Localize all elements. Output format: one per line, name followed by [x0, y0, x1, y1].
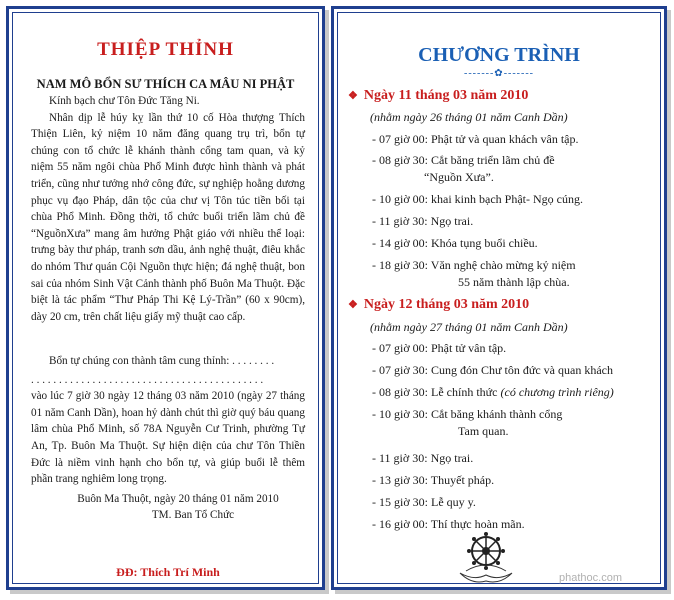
watermark: phathoc.com	[559, 572, 622, 584]
list-item-continuation: “Nguồn Xưa”.	[424, 170, 494, 184]
day-1-items	[372, 131, 662, 291]
list-item-note: (có chương trình riêng)	[500, 385, 614, 399]
list-item: - 08 giờ 30: Cắt băng triển lãm chủ đề	[372, 153, 555, 167]
list-item: - 07 giờ 00: Phật tử vân tập.	[372, 341, 507, 355]
list-item-continuation: 55 năm thành lập chùa.	[458, 275, 570, 289]
list-item: - 07 giờ 00: Phật tử và quan khách vân tập.	[372, 132, 579, 146]
invitation-title: THIỆP THỈNH	[97, 39, 234, 60]
list-item: - 18 giờ 30: Văn nghệ chào mừng kỷ niệm	[372, 258, 576, 272]
date-line: Buôn Ma Thuột, ngày 20 tháng 01 năm 2010	[77, 492, 279, 505]
list-item: - 15 giờ 30: Lễ quy y.	[372, 495, 476, 509]
greeting: Kính bạch chư Tôn Đức Tăng Ni.	[49, 95, 200, 107]
committee: TM. Ban Tổ Chức	[151, 509, 235, 522]
invitation-body	[31, 93, 305, 325]
diamond-bullet-icon: ❖	[348, 90, 358, 102]
day-1-lunar: (nhằm ngày 26 tháng 01 năm Canh Dần)	[370, 110, 568, 124]
list-item: - 07 giờ 30: Cung đón Chư tôn đức và quan khách	[372, 363, 613, 377]
list-item: - 14 giờ 00: Khóa tụng buổi chiều.	[372, 236, 538, 250]
list-item	[372, 384, 662, 401]
day-2-lunar: (nhằm ngày 27 tháng 01 năm Canh Dần)	[370, 320, 568, 334]
list-item: - 10 giờ 30: Cắt băng khánh thành cổng	[372, 407, 563, 421]
program-card	[331, 6, 667, 590]
dotted-line: . . . . . . . . . . . . . . . . . . . . . . . . . . . . . . . . . . . . . . . . . .	[31, 373, 264, 386]
invitation-card	[6, 6, 325, 590]
list-item: - 13 giờ 30: Thuyết pháp.	[372, 473, 495, 487]
list-item: - 11 giờ 30: Ngọ trai.	[372, 214, 474, 228]
list-item: - 16 giờ 00: Thí thực hoàn mãn.	[372, 517, 525, 531]
paragraph-2: Bổn tự chúng con thành tâm cung thỉnh: . . . . . . . .	[49, 355, 275, 367]
day-2-label: Ngày 12 tháng 03 năm 2010	[363, 297, 530, 312]
day-2-heading	[348, 297, 529, 313]
dharma-wheel-icon	[456, 529, 516, 585]
day-1-heading	[348, 88, 528, 104]
list-item-continuation: Tam quan.	[458, 424, 509, 438]
day-2-items	[372, 340, 662, 533]
invocation-heading: NAM MÔ BỔN SƯ THÍCH CA MÂU NI PHẬT	[36, 77, 295, 91]
list-item: - 10 giờ 00: khai kinh bạch Phật- Ngọ cúng.	[372, 192, 583, 206]
signer: ĐĐ: Thích Trí Minh	[116, 565, 220, 579]
diamond-bullet-icon: ❖	[348, 299, 358, 311]
invitation-body-2	[31, 353, 305, 524]
list-item: - 11 giờ 30: Ngọ trai.	[372, 451, 474, 465]
list-item-text: - 08 giờ 30: Lễ chính thức	[372, 385, 498, 399]
paragraph-3: vào lúc 7 giờ 30 ngày 12 tháng 03 năm 2010 (ngày 27 tháng 01 năm Canh Dần), hoan hỷ dành chút thì giờ quý báu quang lâm chùa Phổ Minh, số 78A Nguyễn Cư Trinh, phường Tự An, Tp. Buôn Ma Thuột. Sự hiện diện của chư Tôn Thiền Đức là niềm vinh hạnh cho bổn tự, và giúp buổi lễ thêm phần trang nghiêm long trọng.	[31, 390, 305, 486]
program-title: CHƯƠNG TRÌNH	[418, 44, 580, 66]
title-ornament: -------✿-------	[464, 68, 534, 79]
day-1-label: Ngày 11 tháng 03 năm 2010	[363, 88, 529, 103]
paragraph-1: Nhân dịp lễ húy kỵ lần thứ 10 cố Hòa thượng Thích Thiện Liên, kỷ niệm 10 năm đăng quang trụ trì, bổn tự chúng con tổ chức lễ khánh thành cổng tam quan, và kỷ niệm 55 năm ngôi chùa Phổ Minh được hình thành và phát triển, cũng như tưởng nhớ công đức, sự nghiệp hoằng dương phục vụ đạo Pháp, dân tộc của chư vị Tôn túc tiền bối tại chùa Phổ Minh. Đồng thời, tổ chức buổi triển lãm chủ đề “NguồnXưa” mang âm hưởng Phật giáo với nhiều thể loại: trưng bày thư pháp, tranh sơn dầu, ảnh nghệ thuật, điêu khắc do nhóm Thư quán Cội Nguồn thực hiện; đá nghệ thuật, bon sai của nhóm Sinh Vật Cảnh thành phố Buôn Ma Thuột. Đặc biệt là tác phẩm “Thư Pháp Thi Kệ Lý-Trần” (60 x 90cm), dày 20 cm, trên chất liệu giấy mỹ thuật cao cấp.	[31, 111, 305, 323]
